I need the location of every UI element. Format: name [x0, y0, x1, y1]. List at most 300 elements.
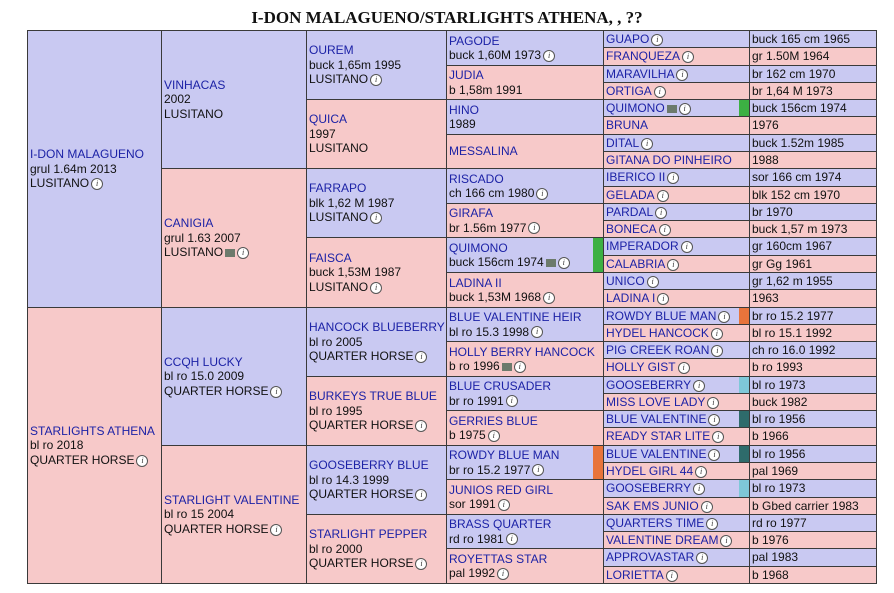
info-icon[interactable]: i: [657, 293, 669, 305]
horse-breed: [30, 176, 159, 191]
horse-name-link[interactable]: BURKEYS TRUE BLUE: [309, 389, 437, 404]
horse-breed-text: LUSITANO: [309, 279, 369, 294]
horse-details: [30, 162, 159, 177]
ancestor-name-cell: [603, 324, 750, 342]
ancestor-name-cell: [603, 341, 750, 359]
horse-details: [449, 83, 601, 98]
info-icon[interactable]: i: [659, 224, 671, 236]
ancestor-name-cell: [603, 220, 750, 238]
horse-breed-text: QUARTER HORSE: [164, 383, 269, 398]
pedigree-cell-royettas-star: [446, 548, 604, 584]
horse-details: [449, 325, 601, 340]
color-marker: [739, 411, 749, 427]
pedigree-cell-messalina: [446, 134, 604, 169]
ancestor-name-cell: [603, 82, 750, 100]
horse-details-text: buck 1,53M 1987: [309, 265, 402, 280]
horse-name-link[interactable]: BLUE VALENTINE: [606, 412, 707, 426]
info-icon[interactable]: i: [532, 464, 544, 476]
info-icon[interactable]: i: [647, 276, 659, 288]
horse-details: [309, 265, 444, 280]
info-icon[interactable]: i: [667, 259, 679, 271]
horse-name-link[interactable]: HYDEL HANCOCK: [606, 326, 709, 340]
horse-name-link[interactable]: MARAVILHA: [606, 67, 675, 81]
horse-details: [449, 428, 601, 443]
horse-details-text: br 1,64 M 1973: [752, 84, 833, 98]
horse-name-link[interactable]: I-DON MALAGUENO: [30, 147, 145, 162]
horse-name-link[interactable]: MESSALINA: [449, 144, 518, 159]
horse-details-text: br ro 1991: [449, 393, 504, 408]
ancestor-info-cell: [749, 99, 877, 117]
info-icon[interactable]: i: [514, 361, 526, 373]
ancestor-info-cell: [749, 134, 877, 152]
mail-icon[interactable]: [546, 259, 556, 267]
color-marker: [739, 100, 749, 116]
horse-name-link[interactable]: ORTIGA: [606, 84, 652, 98]
horse-breed: [164, 245, 304, 260]
horse-details-text: pal 1969: [752, 464, 799, 478]
horse-breed: [164, 107, 304, 122]
horse-details: [449, 359, 601, 374]
info-icon[interactable]: i: [707, 397, 719, 409]
info-icon[interactable]: i: [693, 380, 705, 392]
horse-name-link[interactable]: BLUE VALENTINE HEIR: [449, 310, 582, 324]
color-marker: [593, 238, 603, 272]
mail-icon[interactable]: [502, 363, 512, 371]
horse-details: [309, 58, 444, 73]
info-icon[interactable]: i: [708, 449, 720, 461]
info-icon[interactable]: i: [720, 535, 732, 547]
pedigree-cell-vinhacas: [161, 30, 307, 169]
ancestor-name-cell: [603, 116, 750, 135]
ancestor-info-cell: [749, 479, 877, 498]
horse-details-text: bl ro 15 2004: [164, 507, 235, 522]
ancestor-name-cell: [603, 47, 750, 66]
horse-details-text: gr 1,62 m 1955: [752, 274, 833, 288]
horse-details-text: rd ro 1981: [449, 531, 504, 546]
color-marker: [739, 308, 749, 324]
horse-details: [449, 186, 601, 201]
info-icon[interactable]: i: [667, 172, 679, 184]
ancestor-info-cell: [749, 445, 877, 463]
ancestor-name-cell: [603, 376, 750, 394]
horse-name-link[interactable]: ROYETTAS STAR: [449, 551, 548, 566]
info-icon[interactable]: i: [497, 568, 509, 580]
horse-details-text: 1988: [752, 153, 779, 167]
ancestor-name-cell: [603, 30, 750, 48]
horse-details-text: b 1,58m 1991: [449, 82, 523, 97]
horse-breed: [309, 556, 444, 571]
horse-name-link[interactable]: BONECA: [606, 222, 657, 236]
info-icon[interactable]: i: [370, 282, 382, 294]
horse-name-link[interactable]: GERRIES BLUE: [449, 413, 538, 428]
info-icon[interactable]: i: [676, 69, 688, 81]
horse-details: [449, 117, 601, 132]
pedigree-cell-riscado: [446, 168, 604, 204]
ancestor-info-cell: [749, 237, 877, 256]
info-icon[interactable]: i: [655, 207, 667, 219]
ancestor-name-cell: [603, 514, 750, 532]
horse-name-link[interactable]: GIRAFA: [449, 206, 494, 220]
info-icon[interactable]: i: [270, 386, 282, 398]
horse-breed-text: QUARTER HORSE: [164, 521, 269, 536]
horse-name-link[interactable]: JUNIOS RED GIRL: [449, 482, 554, 497]
horse-details-text: b ro 1993: [752, 360, 803, 374]
ancestor-name-cell: [603, 134, 750, 152]
horse-details-text: buck 165 cm 1965: [752, 32, 851, 46]
horse-details-text: grul 1.64m 2013: [30, 161, 117, 176]
pedigree-cell-hancock-blueberry: [306, 307, 447, 377]
horse-name-link[interactable]: RISCADO: [449, 171, 504, 186]
horse-details-text: bl ro 2018: [30, 438, 84, 453]
horse-name-link[interactable]: BRUNA: [606, 118, 649, 132]
pedigree-cell-rowdy-blue-man: [446, 445, 604, 480]
horse-name-link[interactable]: ROWDY BLUE MAN: [606, 309, 717, 323]
horse-name-link[interactable]: CALABRIA: [606, 257, 666, 271]
horse-details-text: buck 1,60M 1973: [449, 48, 542, 62]
horse-name-link[interactable]: CCQH LUCKY: [164, 354, 243, 369]
pedigree-cell-starlight-pepper: [306, 514, 447, 584]
info-icon[interactable]: i: [695, 466, 707, 478]
info-icon[interactable]: i: [708, 414, 720, 426]
ancestor-info-cell: [749, 341, 877, 359]
horse-details-text: buck 156cm 1974: [752, 101, 847, 115]
ancestor-name-cell: [603, 548, 750, 567]
horse-name-link[interactable]: IBERICO II: [606, 170, 666, 184]
horse-name-link[interactable]: VALENTINE DREAM: [606, 533, 719, 547]
horse-breed: [309, 141, 444, 156]
page-title: I-DON MALAGUENO/STARLIGHTS ATHENA, , ??: [251, 8, 643, 27]
pedigree-cell-burkeys-true-blue: [306, 376, 447, 446]
horse-details-text: br ro 15.2 1977: [752, 309, 834, 323]
horse-details: [309, 473, 444, 488]
horse-details-text: buck 156cm 1974: [449, 255, 544, 269]
info-icon[interactable]: i: [91, 178, 103, 190]
info-icon[interactable]: i: [701, 501, 713, 513]
horse-name-link[interactable]: GUAPO: [606, 32, 650, 46]
ancestor-info-cell: [749, 255, 877, 273]
horse-details-text: 1963: [752, 291, 779, 305]
horse-name-link[interactable]: HOLLY GIST: [606, 360, 676, 374]
ancestor-name-cell: [603, 445, 750, 463]
info-icon[interactable]: i: [696, 552, 708, 564]
ancestor-info-cell: [749, 289, 877, 308]
ancestor-info-cell: [749, 186, 877, 204]
horse-name-link[interactable]: QUICA: [309, 112, 348, 127]
color-marker: [593, 446, 603, 479]
horse-details: [449, 566, 601, 581]
info-icon[interactable]: i: [711, 345, 723, 357]
horse-details: [449, 290, 601, 305]
horse-details-text: 1997: [309, 126, 336, 141]
horse-details-text: b ro 1996: [449, 359, 500, 373]
horse-details-text: sor 166 cm 1974: [752, 170, 842, 184]
horse-breed: [30, 453, 159, 468]
horse-name-link[interactable]: LADINA II: [449, 275, 502, 290]
info-icon[interactable]: i: [415, 351, 427, 363]
horse-name-link[interactable]: PARDAL: [606, 205, 654, 219]
horse-name-link[interactable]: HANCOCK BLUEBERRY: [309, 320, 445, 335]
horse-name-link[interactable]: BLUE VALENTINE: [606, 447, 707, 461]
horse-name-link[interactable]: GITANA DO PINHEIRO: [606, 153, 732, 167]
info-icon[interactable]: i: [543, 292, 555, 304]
info-icon[interactable]: i: [679, 103, 691, 115]
ancestor-info-cell: [749, 358, 877, 377]
horse-details-text: b Gbed carrier 1983: [752, 499, 859, 513]
horse-details: [30, 438, 159, 453]
horse-breed-text: QUARTER HORSE: [309, 556, 414, 571]
horse-name-link[interactable]: STARLIGHTS ATHENA: [30, 423, 155, 438]
pedigree-cell-quimono: [446, 237, 604, 273]
horse-name-link[interactable]: SAK EMS JUNIO: [606, 499, 699, 513]
info-icon[interactable]: i: [415, 420, 427, 432]
horse-name-link[interactable]: QUIMONO: [449, 240, 508, 255]
color-marker: [739, 446, 749, 462]
horse-breed-text: LUSITANO: [164, 245, 224, 260]
horse-name-link[interactable]: GOOSEBERRY: [606, 378, 692, 392]
horse-name-link[interactable]: IMPERADOR: [606, 239, 679, 253]
horse-details-text: br 1970: [752, 205, 793, 219]
horse-details: [164, 231, 304, 246]
horse-name-link[interactable]: PIG CREEK ROAN: [606, 343, 710, 357]
horse-details-text: buck 1,57 m 1973: [752, 222, 848, 236]
pedigree-cell-brass-quarter: [446, 514, 604, 549]
horse-details-text: bl ro 2005: [309, 334, 363, 349]
horse-details-text: ch ro 16.0 1992: [752, 343, 836, 357]
info-icon[interactable]: i: [415, 489, 427, 501]
ancestor-info-cell: [749, 203, 877, 221]
info-icon[interactable]: i: [506, 395, 518, 407]
horse-breed-text: QUARTER HORSE: [309, 349, 414, 364]
info-icon[interactable]: i: [666, 570, 678, 582]
horse-details-text: 1989: [449, 117, 476, 131]
info-icon[interactable]: i: [657, 190, 669, 202]
horse-breed: [309, 280, 444, 295]
info-icon[interactable]: i: [136, 455, 148, 467]
horse-details-text: ch 166 cm 1980: [449, 186, 535, 200]
horse-name-link[interactable]: ROWDY BLUE MAN: [449, 448, 560, 462]
horse-name-link[interactable]: READY STAR LITE: [606, 429, 711, 443]
horse-name-link[interactable]: STARLIGHT VALENTINE: [164, 492, 300, 507]
ancestor-name-cell: [603, 255, 750, 273]
horse-breed: [309, 418, 444, 433]
horse-name-link[interactable]: QUARTERS TIME: [606, 516, 705, 530]
pedigree-cell-girafa: [446, 203, 604, 238]
pedigree-cell-hino: [446, 99, 604, 135]
horse-details-text: bl ro 15.3 1998: [449, 324, 530, 339]
horse-details-text: bl ro 1995: [309, 403, 363, 418]
horse-name-link[interactable]: HINO: [449, 102, 479, 117]
ancestor-info-cell: [749, 410, 877, 428]
info-icon[interactable]: i: [718, 311, 730, 323]
horse-details-text: blk 1,62 M 1987: [309, 195, 395, 210]
ancestor-name-cell: [603, 237, 750, 256]
info-icon[interactable]: i: [654, 86, 666, 98]
info-icon[interactable]: i: [711, 328, 723, 340]
horse-details-text: bl ro 15.0 2009: [164, 369, 245, 384]
ancestor-name-cell: [603, 307, 750, 325]
info-icon[interactable]: i: [370, 74, 382, 86]
horse-name-link[interactable]: FAISCA: [309, 250, 352, 265]
horse-name-link[interactable]: STARLIGHT PEPPER: [309, 527, 428, 542]
horse-details-text: b 1975: [449, 428, 486, 442]
ancestor-info-cell: [749, 82, 877, 100]
horse-breed-text: LUSITANO: [30, 176, 90, 191]
ancestor-info-cell: [749, 376, 877, 394]
ancestor-name-cell: [603, 99, 750, 117]
info-icon[interactable]: i: [706, 518, 718, 530]
pedigree-cell-quica: [306, 99, 447, 169]
ancestor-name-cell: [603, 272, 750, 290]
horse-breed: [164, 522, 304, 537]
horse-details-text: bl ro 1956: [752, 447, 806, 461]
horse-details-text: pal 1992: [449, 566, 496, 580]
horse-details-text: bl ro 14.3 1999: [309, 472, 390, 487]
horse-breed: [309, 349, 444, 364]
info-icon[interactable]: i: [681, 241, 693, 253]
ancestor-name-cell: [603, 151, 750, 169]
horse-details-text: bl ro 1956: [752, 412, 806, 426]
horse-name-link[interactable]: GOOSEBERRY BLUE: [309, 458, 429, 473]
horse-name-link[interactable]: GELADA: [606, 188, 655, 202]
ancestor-info-cell: [749, 462, 877, 480]
pedigree-cell-ladina-ii: [446, 272, 604, 308]
info-icon[interactable]: i: [693, 483, 705, 495]
ancestor-name-cell: [603, 497, 750, 515]
horse-breed-text: LUSITANO: [309, 210, 369, 225]
color-marker: [739, 377, 749, 393]
horse-details: [449, 221, 601, 236]
horse-name-link[interactable]: BLUE CRUSADER: [449, 379, 552, 393]
pedigree-cell-pagode: [446, 30, 604, 66]
info-icon[interactable]: i: [237, 247, 249, 259]
horse-name-link[interactable]: PAGODE: [449, 33, 500, 48]
ancestor-info-cell: [749, 514, 877, 532]
pedigree-cell-starlights-athena: [27, 307, 162, 584]
ancestor-info-cell: [749, 307, 877, 325]
horse-details-text: b 1966: [752, 429, 789, 443]
info-icon[interactable]: i: [558, 257, 570, 269]
horse-name-link[interactable]: LADINA I: [606, 291, 656, 305]
horse-name-link[interactable]: OUREM: [309, 43, 354, 58]
horse-name-link[interactable]: FARRAPO: [309, 181, 367, 196]
horse-details: [309, 335, 444, 350]
horse-details-text: buck 1982: [752, 395, 808, 409]
info-icon[interactable]: i: [528, 222, 540, 234]
pedigree-cell-blue-valentine-heir: [446, 307, 604, 342]
horse-details: [449, 255, 601, 270]
horse-breed: [309, 487, 444, 502]
horse-details: [309, 404, 444, 419]
info-icon[interactable]: i: [712, 431, 724, 443]
horse-breed: [309, 72, 444, 87]
ancestor-info-cell: [749, 548, 877, 567]
horse-details: [164, 507, 304, 522]
info-icon[interactable]: i: [536, 188, 548, 200]
ancestor-name-cell: [603, 479, 750, 498]
horse-name-link[interactable]: FRANQUEZA: [606, 49, 681, 63]
horse-name-link[interactable]: UNICO: [606, 274, 645, 288]
mail-icon[interactable]: [225, 249, 235, 257]
horse-details-text: grul 1.63 2007: [164, 230, 241, 245]
info-icon[interactable]: i: [498, 499, 510, 511]
ancestor-name-cell: [603, 531, 750, 549]
info-icon[interactable]: i: [370, 212, 382, 224]
ancestor-name-cell: [603, 358, 750, 377]
horse-details-text: b 1976: [752, 533, 789, 547]
horse-details-text: br ro 15.2 1977: [449, 462, 531, 477]
horse-name-link[interactable]: LORIETTA: [606, 568, 664, 582]
horse-details-text: br 1.56m 1977: [449, 220, 527, 235]
pedigree-cell-gooseberry-blue: [306, 445, 447, 515]
horse-breed: [164, 384, 304, 399]
horse-name-link[interactable]: APPROVASTAR: [606, 550, 695, 564]
pedigree-cell-farrapo: [306, 168, 447, 238]
horse-details-text: rd ro 1977: [752, 516, 807, 530]
pedigree-cell-canigia: [161, 168, 307, 308]
horse-details: [449, 394, 601, 409]
horse-name-link[interactable]: DITAL: [606, 136, 640, 150]
ancestor-name-cell: [603, 168, 750, 187]
horse-name-link[interactable]: QUIMONO: [606, 101, 665, 115]
horse-name-link[interactable]: MISS LOVE LADY: [606, 395, 706, 409]
horse-name-link[interactable]: CANIGIA: [164, 216, 214, 231]
ancestor-info-cell: [749, 497, 877, 515]
info-icon[interactable]: i: [543, 50, 555, 62]
horse-name-link[interactable]: VINHACAS: [164, 77, 226, 92]
horse-name-link[interactable]: JUDIA: [449, 68, 484, 82]
ancestor-name-cell: [603, 462, 750, 480]
horse-name-link[interactable]: HOLLY BERRY HANCOCK: [449, 344, 595, 359]
info-icon[interactable]: i: [641, 138, 653, 150]
info-icon[interactable]: i: [531, 326, 543, 338]
ancestor-info-cell: [749, 272, 877, 290]
info-icon[interactable]: i: [488, 430, 500, 442]
horse-details: [449, 463, 601, 478]
mail-icon[interactable]: [667, 105, 677, 113]
info-icon[interactable]: i: [270, 524, 282, 536]
horse-details-text: bl ro 2000: [309, 541, 363, 556]
horse-name-link[interactable]: BRASS QUARTER: [449, 517, 552, 531]
horse-details-text: 1976: [752, 118, 779, 132]
pedigree-cell-ccqh-lucky: [161, 307, 307, 446]
horse-details-text: gr 160cm 1967: [752, 239, 833, 253]
info-icon[interactable]: i: [678, 362, 690, 374]
info-icon[interactable]: i: [415, 558, 427, 570]
ancestor-info-cell: [749, 220, 877, 238]
horse-details-text: sor 1991: [449, 497, 496, 511]
horse-details-text: gr Gg 1961: [752, 257, 813, 271]
horse-name-link[interactable]: HYDEL GIRL 44: [606, 464, 694, 478]
horse-details-text: buck 1,53M 1968: [449, 290, 542, 304]
pedigree-cell-ourem: [306, 30, 447, 100]
ancestor-info-cell: [749, 65, 877, 83]
ancestor-info-cell: [749, 324, 877, 342]
info-icon[interactable]: i: [651, 34, 663, 46]
horse-breed-text: LUSITANO: [309, 141, 369, 156]
horse-details-text: b 1968: [752, 568, 789, 582]
horse-details: [309, 542, 444, 557]
info-icon[interactable]: i: [506, 533, 518, 545]
pedigree-cell-blue-crusader: [446, 376, 604, 411]
horse-details-text: bl ro 1973: [752, 378, 806, 392]
horse-name-link[interactable]: GOOSEBERRY: [606, 481, 692, 495]
info-icon[interactable]: i: [682, 51, 694, 63]
horse-breed-text: QUARTER HORSE: [30, 452, 135, 467]
horse-details: [164, 92, 304, 107]
ancestor-info-cell: [749, 566, 877, 584]
horse-details-text: bl ro 1973: [752, 481, 806, 495]
color-marker: [739, 480, 749, 497]
